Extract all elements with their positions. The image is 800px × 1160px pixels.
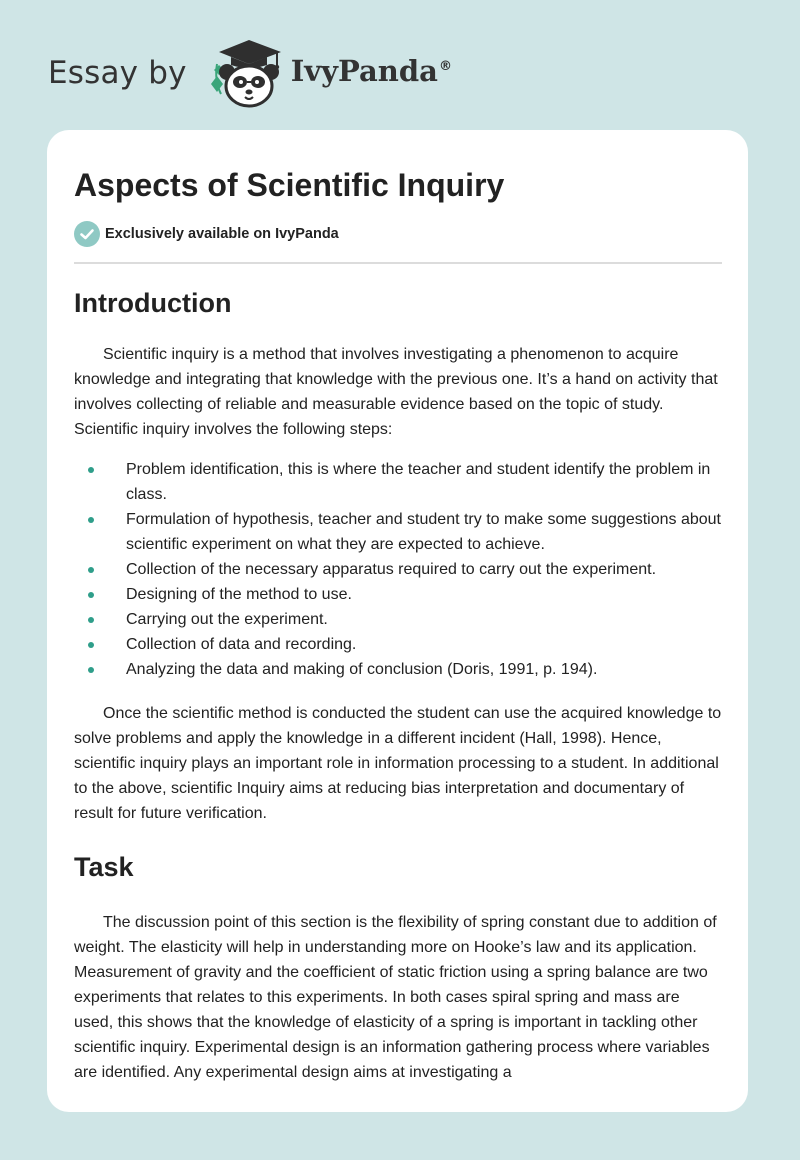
brand-name-text: IvyPanda [290, 53, 438, 88]
exclusive-badge [74, 221, 722, 247]
list-item-text: Formulation of hypothesis, teacher and student try to make some suggestions about scientific experiment on what they are expected to achieve. [126, 511, 721, 553]
list-item-text: Analyzing the data and making of conclusion (Doris, 1991, p. 194). [126, 661, 598, 678]
brand-prefix: Essay by [48, 54, 187, 91]
panda-graduate-icon[interactable] [205, 36, 289, 110]
list-item [74, 507, 722, 557]
check-circle-icon [74, 221, 100, 247]
section-heading-introduction: Introduction [74, 288, 232, 318]
site-header [48, 36, 452, 110]
list-item [74, 557, 722, 582]
list-item-text: Collection of data and recording. [126, 636, 357, 653]
bullet-icon [88, 467, 94, 473]
steps-list [74, 457, 722, 682]
bullet-icon [88, 592, 94, 598]
list-item [74, 607, 722, 632]
essay-card [47, 130, 748, 1112]
intro-paragraph-1: Scientific inquiry is a method that involves investigating a phenomenon to acquire knowledge and integrating that knowledge with the previous one. It’s a hand on activity that involves collecting of reliable and measurable evidence based on the topic of study. Scientific inquiry involves the following steps: [74, 346, 718, 438]
list-item [74, 632, 722, 657]
bullet-icon [88, 642, 94, 648]
task-paragraph-1: The discussion point of this section is the flexibility of spring constant due to addition of weight. The elasticity will help in understanding more on Hooke’s law and its application. Measurement of gravity and the coefficient of static friction using a spring balance are two experiments that relates to this experiments. In both cases spiral spring and mass are used, this shows that the knowledge of elasticity of a spring is important in tackling other scientific inquiry. Experimental design is an information gathering process where variables are identified. Any experimental design aims at investigating a [74, 914, 717, 1081]
registered-mark: ® [438, 58, 452, 74]
bullet-icon [88, 567, 94, 573]
exclusive-label: Exclusively available on IvyPanda [105, 226, 339, 242]
divider [74, 262, 722, 264]
brand-name[interactable] [290, 53, 452, 88]
section-heading-task: Task [74, 852, 134, 882]
bullet-icon [88, 517, 94, 523]
page-title: Aspects of Scientific Inquiry [74, 167, 505, 203]
list-item-text: Carrying out the experiment. [126, 611, 328, 628]
list-item [74, 582, 722, 607]
list-item [74, 457, 722, 507]
list-item-text: Collection of the necessary apparatus required to carry out the experiment. [126, 561, 657, 578]
intro-paragraph-2: Once the scientific method is conducted the student can use the acquired knowledge to solve problems and apply the knowledge in a different incident (Hall, 1998). Hence, scientific inquiry plays an important role in information processing to a student. In additional to the above, scientific Inquiry aims at reducing bias interpretation and documentary of result for future verification. [74, 705, 722, 822]
list-item-text: Designing of the method to use. [126, 586, 352, 603]
list-item-text: Problem identification, this is where the teacher and student identify the problem in class. [126, 461, 711, 503]
bullet-icon [88, 617, 94, 623]
list-item [74, 657, 722, 682]
bullet-icon [88, 667, 94, 673]
